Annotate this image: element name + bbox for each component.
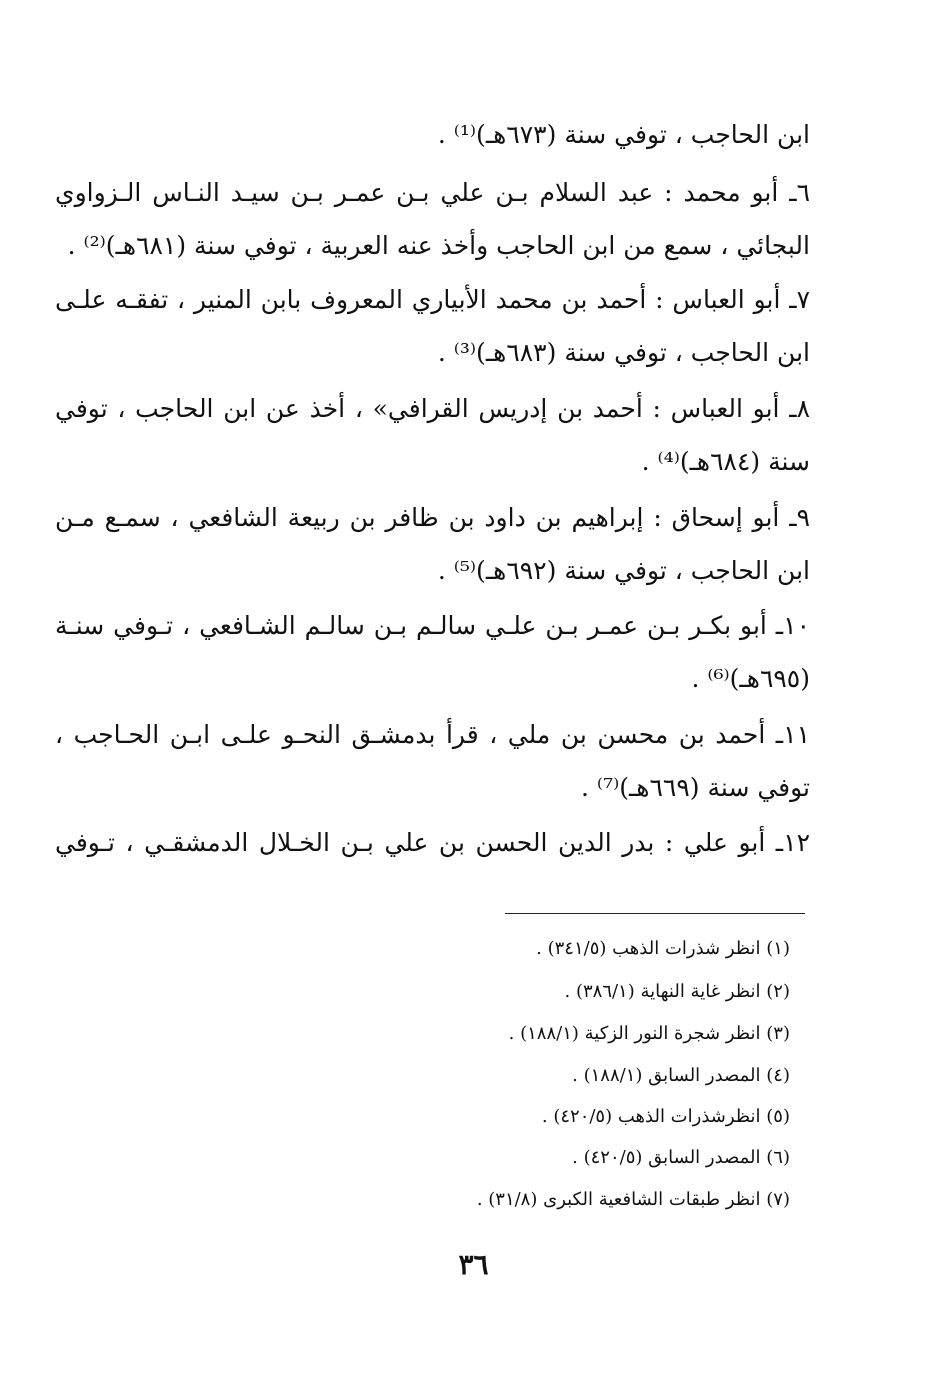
entry-9-line-2: ابن الحاجب ، توفي سنة (٦٩٢هـ)⁽⁵⁾ . [437,556,810,585]
entry-9-line-1: ٩ـ أبو إسحاق : إبراهيم بن داود بن ظافر بن ربيعة الشافعي ، سمـع مـن [55,503,810,532]
entry-6-line-2: البجائي ، سمع من ابن الحاجب وأخذ عنه العربية ، توفي سنة (٦٨١هـ)⁽²⁾ . [67,231,810,260]
entry-8-line-2: سنة (٦٨٤هـ)⁽⁴⁾ . [641,447,810,476]
footnote-1: (١) انظر شذرات الذهب (٣٤١/٥) . [536,938,790,959]
footnote-3: (٣) انظر شجرة النور الزكية (١٨٨/١) . [508,1023,790,1044]
footnote-5: (٥) انظرشذرات الذهب (٤٢٠/٥) . [541,1106,790,1127]
footnote-separator [505,913,805,914]
entry-10-line-2: (٦٩٥هـ)⁽⁶⁾ . [691,664,810,693]
body-line-1: ابن الحاجب ، توفي سنة (٦٧٣هـ)⁽¹⁾ . [437,120,810,149]
footnote-2: (٢) انظر غاية النهاية (٣٨٦/١) . [564,981,790,1002]
footnote-6: (٦) المصدر السابق (٤٢٠/٥) . [572,1147,790,1168]
entry-6-line-1: ٦ـ أبو محمد : عبد السلام بـن علي بـن عمـر بـن سيـد النـاس الـزواوي [55,178,810,207]
page-number: ٣٦ [458,1248,489,1281]
entry-8-line-1: ٨ـ أبو العباس : أحمد بن إدريس القرافي» ، أخذ عن ابن الحاجب ، توفي [55,394,810,423]
entry-11-line-1: ١١ـ أحمد بن محسن بن ملي ، قرأ بدمشـق النحـو علـى ابـن الحـاجب ، [55,720,810,749]
entry-12-line-1: ١٢ـ أبو علي : بدر الدين الحسن بن علي بـن الخـلال الدمشقـي ، تـوفي [55,828,810,857]
entry-7-line-1: ٧ـ أبو العباس : أحمد بن محمد الأبياري المعروف بابن المنير ، تفقـه علـى [55,285,810,314]
entry-10-line-1: ١٠ـ أبو بكـر بـن عمـر بـن علـي سالـم بـن سالـم الشـافعي ، تـوفي سنـة [55,611,810,640]
entry-7-line-2: ابن الحاجب ، توفي سنة (٦٨٣هـ)⁽³⁾ . [437,338,810,367]
footnote-4: (٤) المصدر السابق (١٨٨/١) . [572,1065,790,1086]
entry-11-line-2: توفي سنة (٦٦٩هـ)⁽⁷⁾ . [581,773,810,802]
footnote-7: (٧) انظر طبقات الشافعية الكبرى (٣١/٨) . [476,1189,790,1210]
